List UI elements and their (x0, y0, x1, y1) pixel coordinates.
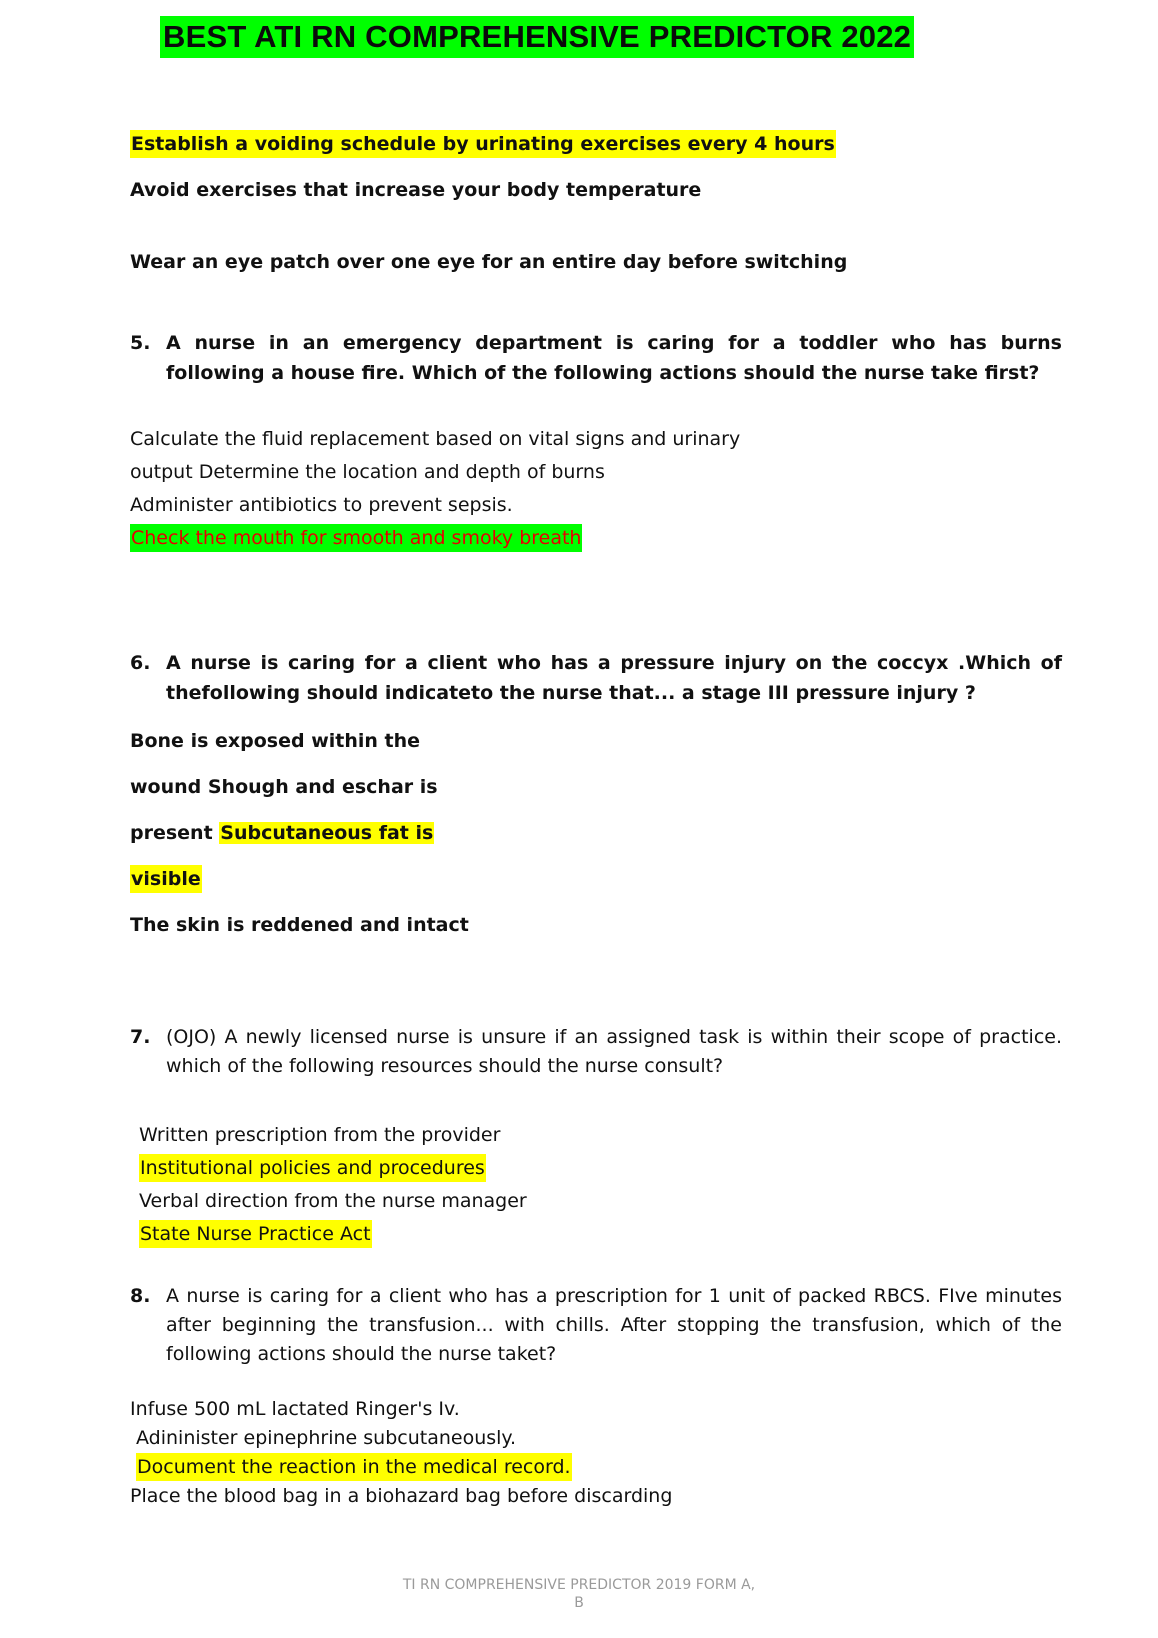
q6-option-3-prefix: present (130, 822, 213, 844)
q8-option-4: Place the blood bag in a biohazard bag before discarding (130, 1485, 673, 1507)
document-title: BEST ATI RN COMPREHENSIVE PREDICTOR 2022 (160, 16, 914, 58)
q5-option-4-answer: Check the mouth for smooth and smoky breath (130, 524, 582, 552)
question-number: 8. (130, 1285, 151, 1307)
question-7 (130, 1023, 1062, 1081)
q7-option-4-answer: State Nurse Practice Act (139, 1220, 372, 1248)
question-text: A nurse in an emergency department is caring for a toddler who has burns following a house fire. Which of the following actions should the nurse take first? (166, 332, 1062, 384)
q6-option-1: Bone is exposed within the (130, 730, 421, 752)
q6-option-5: The skin is reddened and intact (130, 914, 469, 936)
intro-line-2: Avoid exercises that increase your body temperature (130, 179, 702, 201)
question-text: A nurse is caring for a client who has a prescription for 1 unit of packed RBCS. FIve minutes after beginning the transfusion... with chills. After stopping the transfusion, which of the following actions should the nurse taket? (166, 1285, 1062, 1365)
q5-option-3: Administer antibiotics to prevent sepsis. (130, 494, 513, 516)
q6-option-2: wound Shough and eschar is (130, 776, 438, 798)
page-footer (0, 1576, 1158, 1612)
intro-line-1: Establish a voiding schedule by urinating exercises every 4 hours (130, 130, 836, 158)
q8-option-1: Infuse 500 mL lactated Ringer's Iv. (130, 1398, 460, 1420)
q5-option-1: Calculate the fluid replacement based on vital signs and urinary (130, 428, 741, 450)
question-number: 6. (130, 652, 151, 674)
q7-option-2-answer: Institutional policies and procedures (139, 1154, 486, 1182)
q6-answer-part-2: visible (130, 865, 202, 893)
question-number: 5. (130, 332, 151, 354)
q8-option-3-answer: Document the reaction in the medical record. (136, 1453, 572, 1481)
question-8 (130, 1282, 1062, 1369)
q5-option-2: output Determine the location and depth of burns (130, 461, 605, 483)
q7-option-1: Written prescription from the provider (139, 1124, 501, 1146)
intro-line-3: Wear an eye patch over one eye for an entire day before switching (130, 251, 848, 273)
question-text: A nurse is caring for a client who has a pressure injury on the coccyx .Which of thefollowing should indicateto the nurse that... a stage III pressure injury ? (166, 652, 1062, 704)
q6-option-3 (130, 819, 434, 847)
q7-option-3: Verbal direction from the nurse manager (139, 1190, 527, 1212)
q8-option-2: Adininister epinephrine subcutaneously. (136, 1427, 516, 1449)
footer-line-2: B (574, 1595, 584, 1611)
q6-answer-part-1: Subcutaneous fat is (220, 822, 434, 844)
footer-line-1: TI RN COMPREHENSIVE PREDICTOR 2019 FORM A, (402, 1577, 756, 1593)
question-number: 7. (130, 1026, 151, 1048)
question-6 (130, 648, 1062, 708)
question-5 (130, 328, 1062, 388)
question-text: (OJO) A newly licensed nurse is unsure if an assigned task is within their scope of practice. which of the following resources should the nurse consult? (166, 1026, 1062, 1077)
